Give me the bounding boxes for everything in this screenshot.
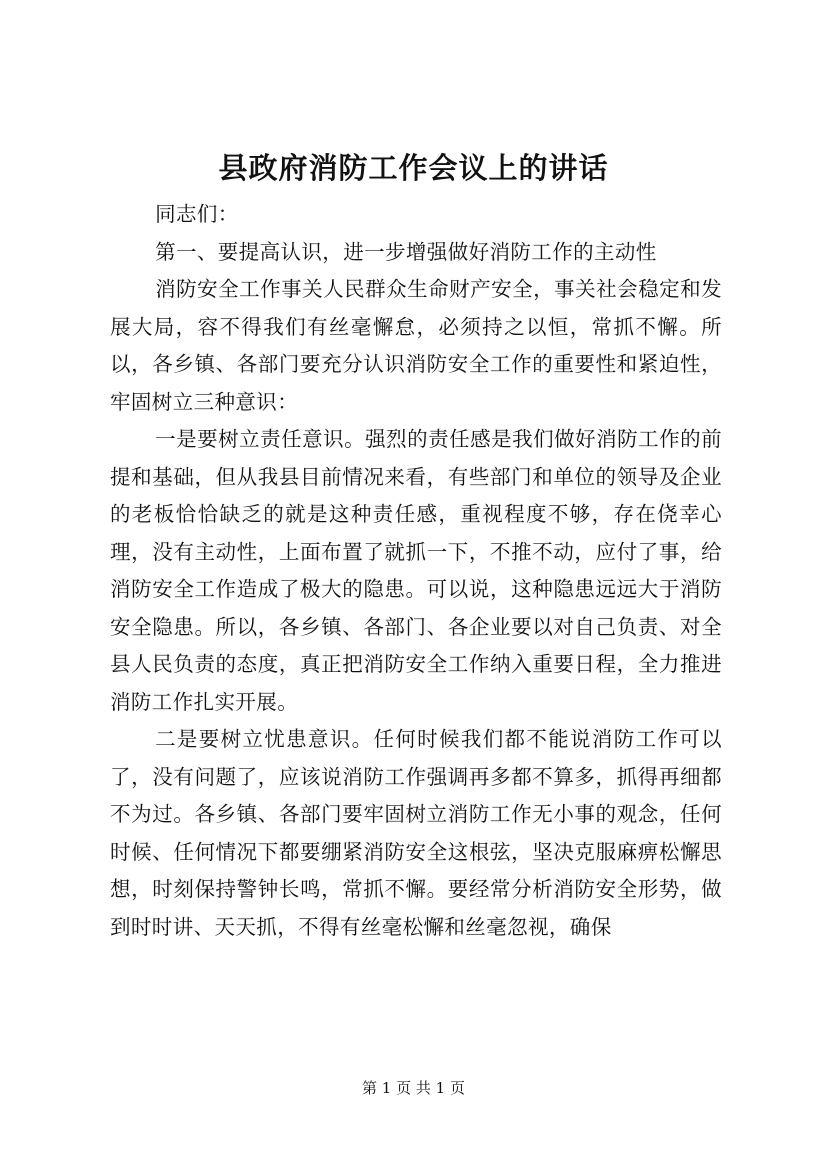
page-footer: 第 1 页 共 1 页 <box>362 1079 465 1097</box>
section-heading-paragraph: 第一、要提高认识，进一步增强做好消防工作的主动性 <box>155 239 657 264</box>
body-paragraph: 二是要树立忧患意识。任何时候我们都不能说消防工作可以了，没有问题了，应该说消防工作强调再多都不算多，抓得再细都不为过。各乡镇、各部门要牢固树立消防工作无小事的观念，任何时候、任何情况下都要绷紧消防安全这根弦，坚决克服麻痹松懈思想，时刻保持警钟长鸣，常抓不懈。要经常分析消防安全形势，做到时时讲、天天抓，不得有丝毫松懈和丝毫忽视，确保 <box>110 727 722 939</box>
document-body <box>110 196 722 946</box>
document-title: 县政府消防工作会议上的讲话 <box>218 151 609 185</box>
salutation-paragraph: 同志们： <box>155 202 239 226</box>
body-paragraph: 一是要树立责任意识。强烈的责任感是我们做好消防工作的前提和基础，但从我县目前情况来看，有些部门和单位的领导及企业的老板恰恰缺乏的就是这种责任感，重视程度不够，存在侥幸心理，没有主动性，上面布置了就抓一下，不推不动，应付了事，给消防安全工作造成了极大的隐患。可以说，这种隐患远远大于消防安全隐患。所以，各乡镇、各部门、各企业要以对自己负责、对全县人民负责的态度，真正把消防安全工作纳入重要日程，全力推进消防工作扎实开展。 <box>110 427 722 714</box>
body-paragraph: 消防安全工作事关人民群众生命财产安全，事关社会稳定和发展大局，容不得我们有丝毫懈怠，必须持之以恒，常抓不懈。所以，各乡镇、各部门要充分认识消防安全工作的重要性和紧迫性，牢固树立三种意识： <box>110 277 722 414</box>
